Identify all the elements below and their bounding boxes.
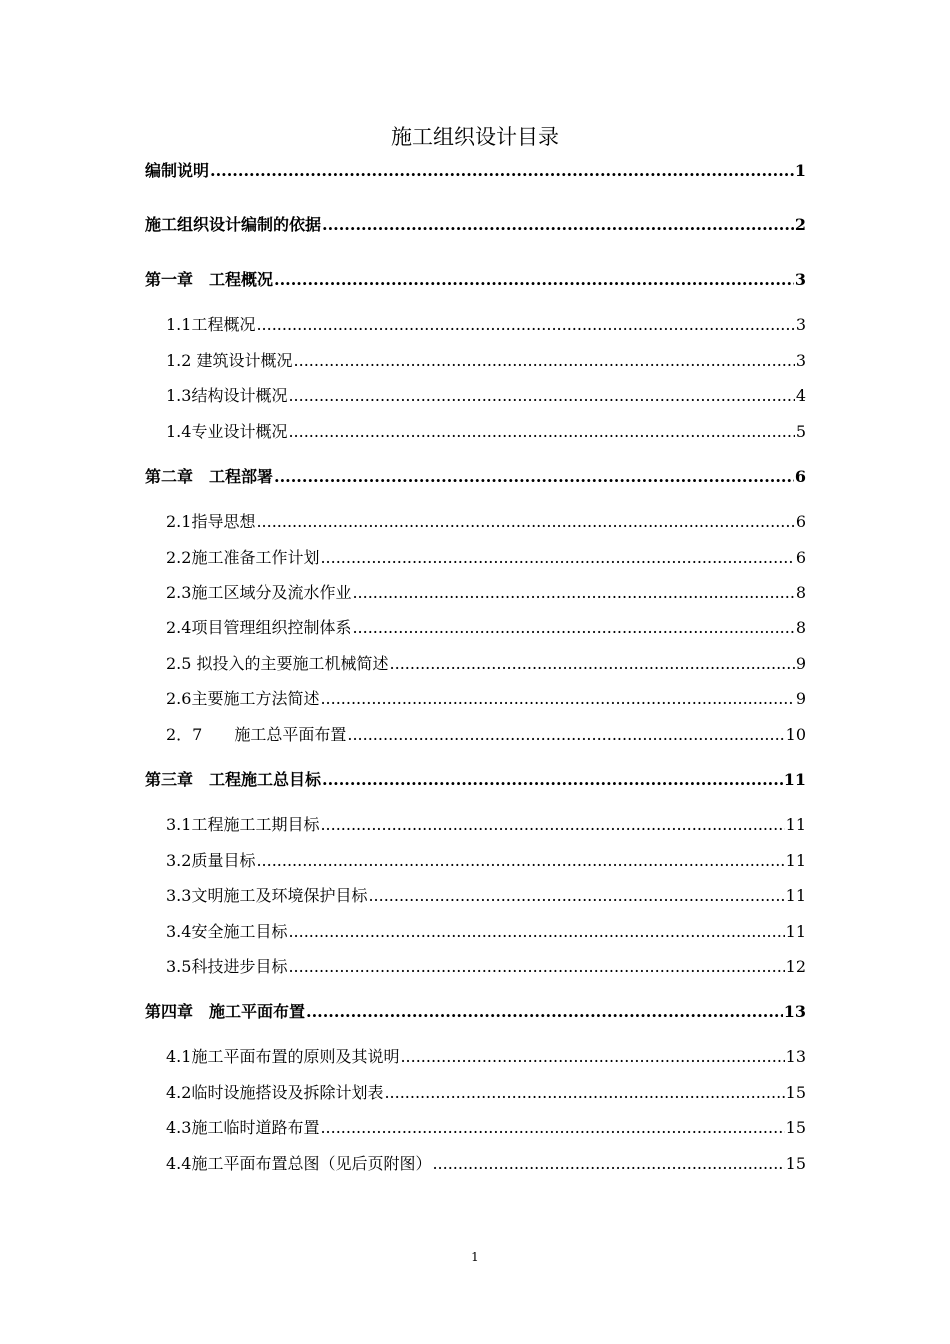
toc-entry[interactable] <box>166 349 806 373</box>
toc-leader-dots <box>288 420 794 444</box>
toc-leader-dots <box>400 1045 784 1069</box>
toc-entry-page: 15 <box>785 1118 806 1137</box>
toc-entry-label: 4.3施工临时道路布置 <box>166 1118 320 1137</box>
toc-entry[interactable] <box>145 768 806 792</box>
toc-entry-page: 6 <box>795 512 806 531</box>
toc-leader-dots <box>352 616 794 640</box>
toc-entry-page: 8 <box>795 583 806 602</box>
toc-entry-page: 12 <box>785 957 806 976</box>
toc-leader-dots <box>306 1000 783 1024</box>
toc-entry-label: 2.4项目管理组织控制体系 <box>166 618 352 637</box>
toc-entry[interactable] <box>166 581 806 605</box>
toc-entry[interactable] <box>166 849 806 873</box>
toc-entry-label: 3.4安全施工目标 <box>166 922 288 941</box>
toc-entry-page: 11 <box>785 851 806 870</box>
toc-entry-label: 第三章 工程施工总目标 <box>145 770 322 789</box>
toc-leader-dots <box>320 1116 784 1140</box>
toc-leader-dots <box>256 313 794 337</box>
toc-leader-dots <box>256 510 794 534</box>
toc-entry-page: 3 <box>795 315 806 334</box>
toc-entry-page: 15 <box>785 1154 806 1173</box>
toc-leader-dots <box>320 813 784 837</box>
toc-leader-dots <box>322 768 783 792</box>
toc-entry-label: 3.3文明施工及环境保护目标 <box>166 886 368 905</box>
toc-leader-dots <box>390 652 795 676</box>
toc-entry[interactable] <box>166 652 806 676</box>
toc-entry-label: 1.4专业设计概况 <box>166 422 288 441</box>
toc-entry[interactable] <box>166 884 806 908</box>
toc-entry-page: 6 <box>795 548 806 567</box>
toc-entry[interactable] <box>166 313 806 337</box>
toc-entry-label: 编制说明 <box>145 161 210 180</box>
toc-leader-dots <box>352 581 794 605</box>
toc-leader-dots <box>274 268 794 292</box>
toc-entry-label: 4.1施工平面布置的原则及其说明 <box>166 1047 400 1066</box>
toc-entry[interactable] <box>145 213 806 237</box>
toc-entry-label: 3.1工程施工工期目标 <box>166 815 320 834</box>
toc-entry-label: 1.1工程概况 <box>166 315 256 334</box>
toc-leader-dots <box>384 1081 784 1105</box>
toc-entry-page: 11 <box>785 886 806 905</box>
toc-entry[interactable] <box>166 813 806 837</box>
toc-entry-label: 3.5科技进步目标 <box>166 957 288 976</box>
toc-leader-dots <box>368 884 784 908</box>
toc-leader-dots <box>432 1152 784 1176</box>
toc-entry-page: 11 <box>785 815 806 834</box>
toc-entry-label: 4.2临时设施搭设及拆除计划表 <box>166 1083 384 1102</box>
toc-entry-label: 第四章 施工平面布置 <box>145 1002 306 1021</box>
toc-leader-dots <box>320 546 794 570</box>
toc-entry[interactable] <box>145 268 806 292</box>
toc-leader-dots <box>294 349 795 373</box>
toc-entry[interactable] <box>166 723 806 747</box>
toc-entry[interactable] <box>166 1116 806 1140</box>
toc-entry[interactable] <box>145 1000 806 1024</box>
toc-entry[interactable] <box>166 420 806 444</box>
toc-entry-label: 第二章 工程部署 <box>145 467 274 486</box>
toc-leader-dots <box>288 384 794 408</box>
toc-entry[interactable] <box>166 1081 806 1105</box>
toc-leader-dots <box>347 723 784 747</box>
toc-entry-page: 11 <box>785 922 806 941</box>
toc-entry-page: 10 <box>785 725 806 744</box>
toc-entry[interactable] <box>166 1045 806 1069</box>
toc-entry-label: 2.5 拟投入的主要施工机械简述 <box>166 654 389 673</box>
toc-leader-dots <box>320 687 794 711</box>
toc-entry-label: 2.6主要施工方法简述 <box>166 689 320 708</box>
toc-leader-dots <box>288 955 784 979</box>
toc-leader-dots <box>322 213 794 237</box>
toc-leader-dots <box>256 849 784 873</box>
toc-leader-dots <box>274 465 794 489</box>
toc-entry-page: 1 <box>794 161 806 180</box>
toc-entry[interactable] <box>166 1152 806 1176</box>
toc-entry[interactable] <box>166 546 806 570</box>
toc-leader-dots <box>210 159 794 183</box>
toc-entry-page: 15 <box>785 1083 806 1102</box>
toc-entry-page: 8 <box>795 618 806 637</box>
toc-entry-page: 3 <box>795 351 806 370</box>
toc-entry[interactable] <box>166 384 806 408</box>
toc-entry[interactable] <box>166 920 806 944</box>
toc-entry-page: 11 <box>783 770 806 789</box>
toc-entry-page: 4 <box>795 386 806 405</box>
toc-entry[interactable] <box>166 616 806 640</box>
toc-entry-page: 6 <box>794 467 806 486</box>
toc-entry[interactable] <box>166 510 806 534</box>
toc-leader-dots <box>288 920 784 944</box>
toc-entry-label: 第一章 工程概况 <box>145 270 274 289</box>
toc-entry[interactable] <box>145 159 806 183</box>
toc-entry-label: 施工组织设计编制的依据 <box>145 215 322 234</box>
toc-entry-label: 1.3结构设计概况 <box>166 386 288 405</box>
toc-entry-label: 3.2质量目标 <box>166 851 256 870</box>
toc-entry-page: 5 <box>795 422 806 441</box>
toc-entry-label: 2.1指导思想 <box>166 512 256 531</box>
toc-entry-page: 13 <box>785 1047 806 1066</box>
toc-entry-page: 3 <box>794 270 806 289</box>
page-title: 施工组织设计目录 <box>391 125 559 149</box>
toc-entry-label: 2.2施工准备工作计划 <box>166 548 320 567</box>
toc-entry-page: 9 <box>795 689 806 708</box>
toc-entry-label: 2．7 施工总平面布置 <box>166 725 347 744</box>
page-number: 1 <box>471 1250 479 1264</box>
toc-entry-page: 2 <box>794 215 806 234</box>
toc-entry[interactable] <box>145 465 806 489</box>
toc-entry-page: 9 <box>795 654 806 673</box>
toc-entry[interactable] <box>166 687 806 711</box>
toc-entry-label: 4.4施工平面布置总图（见后页附图） <box>166 1154 432 1173</box>
toc-entry-label: 1.2 建筑设计概况 <box>166 351 293 370</box>
toc-entry-label: 2.3施工区域分及流水作业 <box>166 583 352 602</box>
toc-entry[interactable] <box>166 955 806 979</box>
toc-entry-page: 13 <box>783 1002 806 1021</box>
